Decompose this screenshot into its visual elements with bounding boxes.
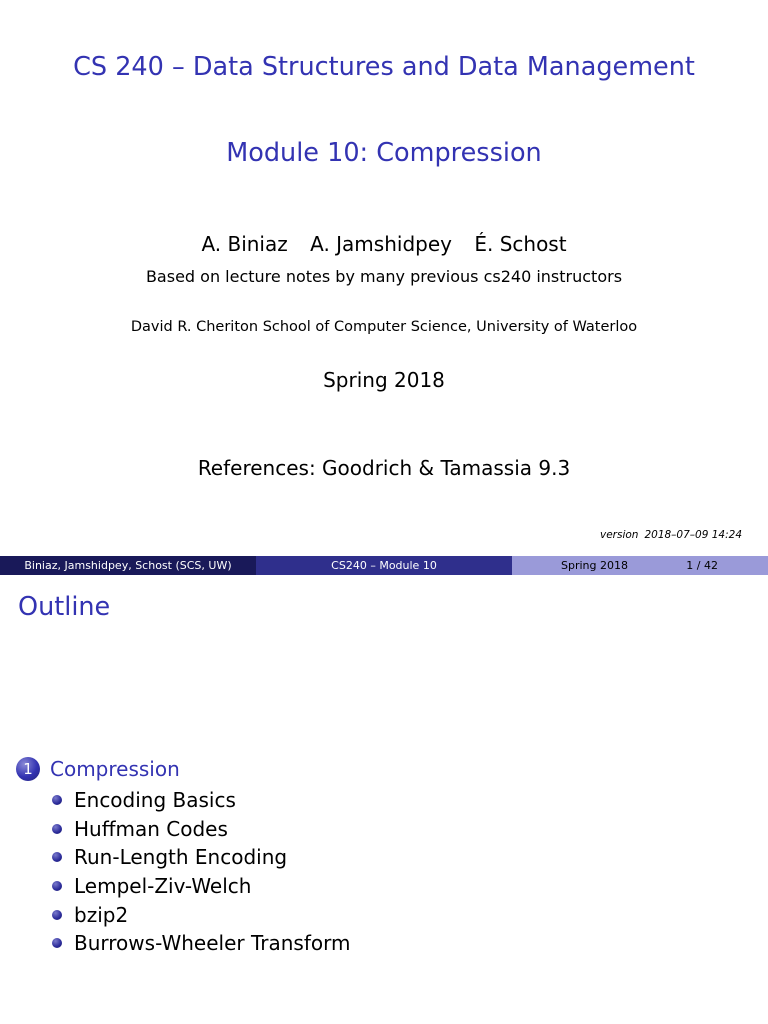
footer-course: CS240 – Module 10 [256, 556, 512, 575]
footer-date: Spring 2018 [561, 559, 628, 572]
outline-slide [0, 577, 768, 1024]
toc-subsection[interactable] [52, 900, 350, 929]
toc-subsection-label: Burrows-Wheeler Transform [74, 931, 351, 956]
references: References: Goodrich & Tamassia 9.3 [197, 456, 571, 480]
author-name: A. Biniaz [201, 232, 288, 256]
toc-subsection-label: Run-Length Encoding [74, 845, 288, 870]
bullet-icon [52, 910, 62, 920]
version-stamp [600, 529, 742, 541]
based-on-note: Based on lecture notes by many previous cs240 instructors [145, 267, 623, 286]
toc-section-label: Compression [50, 757, 180, 781]
author-name: É. Schost [474, 232, 567, 256]
toc-subsection-label: Encoding Basics [74, 788, 236, 813]
authors-line [0, 232, 768, 256]
bullet-icon [52, 824, 62, 834]
version-label: version [599, 529, 639, 541]
bullet-icon [52, 852, 62, 862]
section-number-ball-icon: 1 [16, 757, 40, 781]
author-name: A. Jamshidpey [310, 232, 452, 256]
footer-right [512, 556, 768, 575]
footline [0, 556, 768, 575]
toc-subsection[interactable] [52, 872, 350, 901]
presentation-subtitle: Module 10: Compression [226, 138, 542, 168]
footer-page-number: 1 / 42 [686, 559, 718, 572]
footer-authors: Biniaz, Jamshidpey, Schost (SCS, UW) [0, 556, 256, 575]
bullet-icon [52, 938, 62, 948]
toc-subsection-label: Lempel-Ziv-Welch [74, 874, 252, 899]
toc-subsection-label: Huffman Codes [74, 816, 228, 841]
bullet-icon [52, 881, 62, 891]
version-date: 2018–07–09 14:24 [644, 529, 742, 541]
bullet-icon [52, 795, 62, 805]
institute: David R. Cheriton School of Computer Science, University of Waterloo [130, 319, 638, 335]
presentation-title: CS 240 – Data Structures and Data Management [73, 52, 695, 82]
toc-subsection[interactable] [52, 815, 350, 844]
toc-subsection-label: bzip2 [74, 902, 129, 927]
toc-subsection[interactable] [52, 929, 350, 958]
toc-subsection[interactable] [52, 786, 350, 815]
toc-subsection-list [52, 786, 350, 958]
frame-title: Outline [18, 592, 111, 622]
presentation-date: Spring 2018 [323, 368, 445, 392]
toc-section[interactable] [16, 757, 180, 781]
toc-subsection[interactable] [52, 843, 350, 872]
